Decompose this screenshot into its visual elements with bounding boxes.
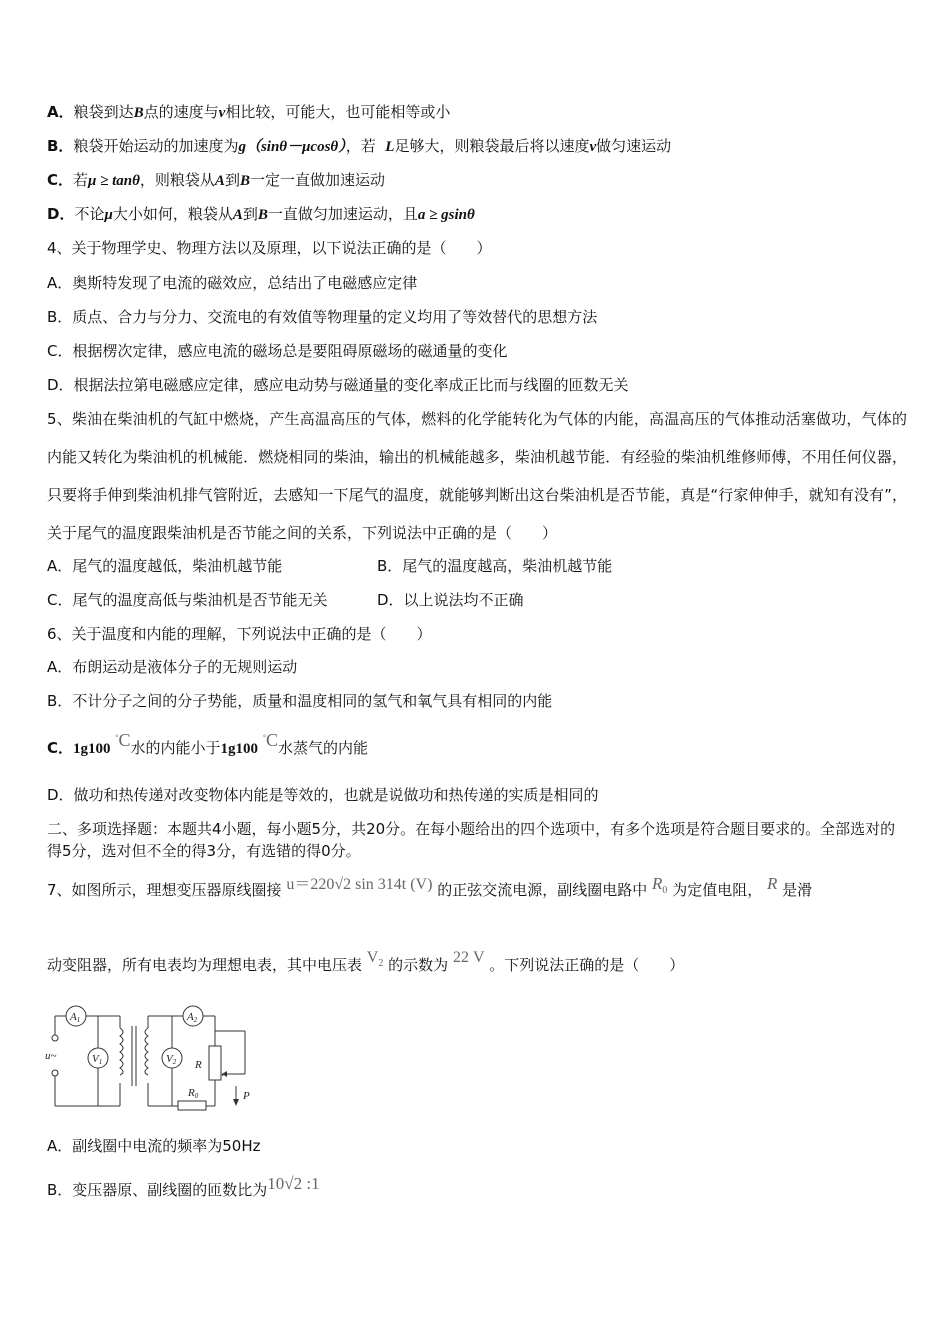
q3-option-c: C．若μ ≥ tanθ，则粮袋从A到B一定一直做加速运动 [47,171,385,189]
q3-option-b: B．粮袋开始运动的加速度为g（sinθ－μcosθ），若 L足够大，则粮袋最后将以速度v做匀速运动 [47,137,672,155]
svg-text:u~: u~ [45,1050,57,1062]
q6-option-c: C．1g100 °C水的内能小于1g100 °C水蒸气的内能 [47,730,369,757]
q6-option-d: D．做功和热传递对改变物体内能是等效的，也就是说做功和热传递的实质是相同的 [47,786,599,804]
q4-option-a: A．奥斯特发现了电流的磁效应，总结出了电磁感应定律 [47,274,418,292]
svg-text:A1: A1 [70,1011,81,1024]
svg-text:V2: V2 [166,1053,177,1066]
svg-text:V1: V1 [92,1053,103,1066]
q5-option-b: B．尾气的温度越高，柴油机越节能 [377,557,613,575]
q3-option-d: D．不论μ大小如何，粮袋从A到B一直做匀加速运动，且a ≥ gsinθ [47,205,475,223]
q5-option-a: A．尾气的温度越低，柴油机越节能 [47,557,283,575]
q6-option-b: B．不计分子之间的分子势能，质量和温度相同的氢气和氧气具有相同的内能 [47,692,553,710]
svg-text:A2: A2 [187,1011,198,1024]
svg-text:R: R [195,1059,202,1071]
section2-heading: 二、多项选择题：本题共4小题，每小题5分，共20分。在每小题给出的四个选项中，有多个选项是符合题目要求的。全部选对的得5分，选对但不全的得3分，有选错的得0分。 [47,820,896,860]
q7-stem-line1: 7、如图所示，理想变压器原线圈接 u＝220√2 sin 314t (V) 的正弦交流电源，副线圈电路中 R0 为定值电阻， R 是滑 [47,874,813,899]
q5-option-d: D．以上说法均不正确 [377,591,524,609]
svg-text:P: P [243,1090,250,1102]
q6-stem: 6、关于温度和内能的理解，下列说法中正确的是（ ） [47,625,432,643]
q6-option-a: A．布朗运动是液体分子的无规则运动 [47,658,298,676]
rheostat-r [209,1046,221,1080]
q5-stem: 5、柴油在柴油机的气缸中燃烧，产生高温高压的气体，燃料的化学能转化为气体的内能，高温高压的气体推动活塞做功，气体的内能又转化为柴油机的机械能．燃烧相同的柴油，输出的机械能越多，柴油机越节能．有经验的柴油机维修师傅，不用任何仪器，只要将手伸到柴油机排气管附近，去感知一下尾气的温度，就能够判断出这台柴油机是否节能，真是“行家伸伸手，就知有没有”，关于尾气的温度跟柴油机是否节能之间的关系，下列说法中正确的是（ ） [47,410,907,542]
q7-voltage-formula: u＝220√2 sin 314t (V) [286,876,433,893]
transformer-circuit-diagram [40,998,270,1118]
q4-stem: 4、关于物理学史、物理方法以及原理，以下说法正确的是（ ） [47,239,492,257]
q4-option-c: C．根据楞次定律，感应电流的磁场总是要阻碍原磁场的磁通量的变化 [47,342,508,360]
svg-text:R0: R0 [188,1087,199,1100]
resistor-r0 [178,1101,206,1110]
q5-option-c: C．尾气的温度高低与柴油机是否节能无关 [47,591,328,609]
q4-option-b: B．质点、合力与分力、交流电的有效值等物理量的定义均用了等效替代的思想方法 [47,308,598,326]
q7-stem-line2: 动变阻器，所有电表均为理想电表，其中电压表 $V^2$ 的示数为 22 V 。下列说法正确的是（ ） [47,949,685,974]
q3-option-a: A．粮袋到达B点的速度与v相比较，可能大，也可能相等或小 [47,103,451,121]
q4-option-d: D．根据法拉第电磁感应定律，感应电动势与磁通量的变化率成正比而与线圈的匝数无关 [47,376,629,394]
q7-option-a: A．副线圈中电流的频率为50Hz [47,1137,261,1155]
q7-option-b: B．变压器原、副线圈的匝数比为10√2 :1 [47,1174,320,1199]
